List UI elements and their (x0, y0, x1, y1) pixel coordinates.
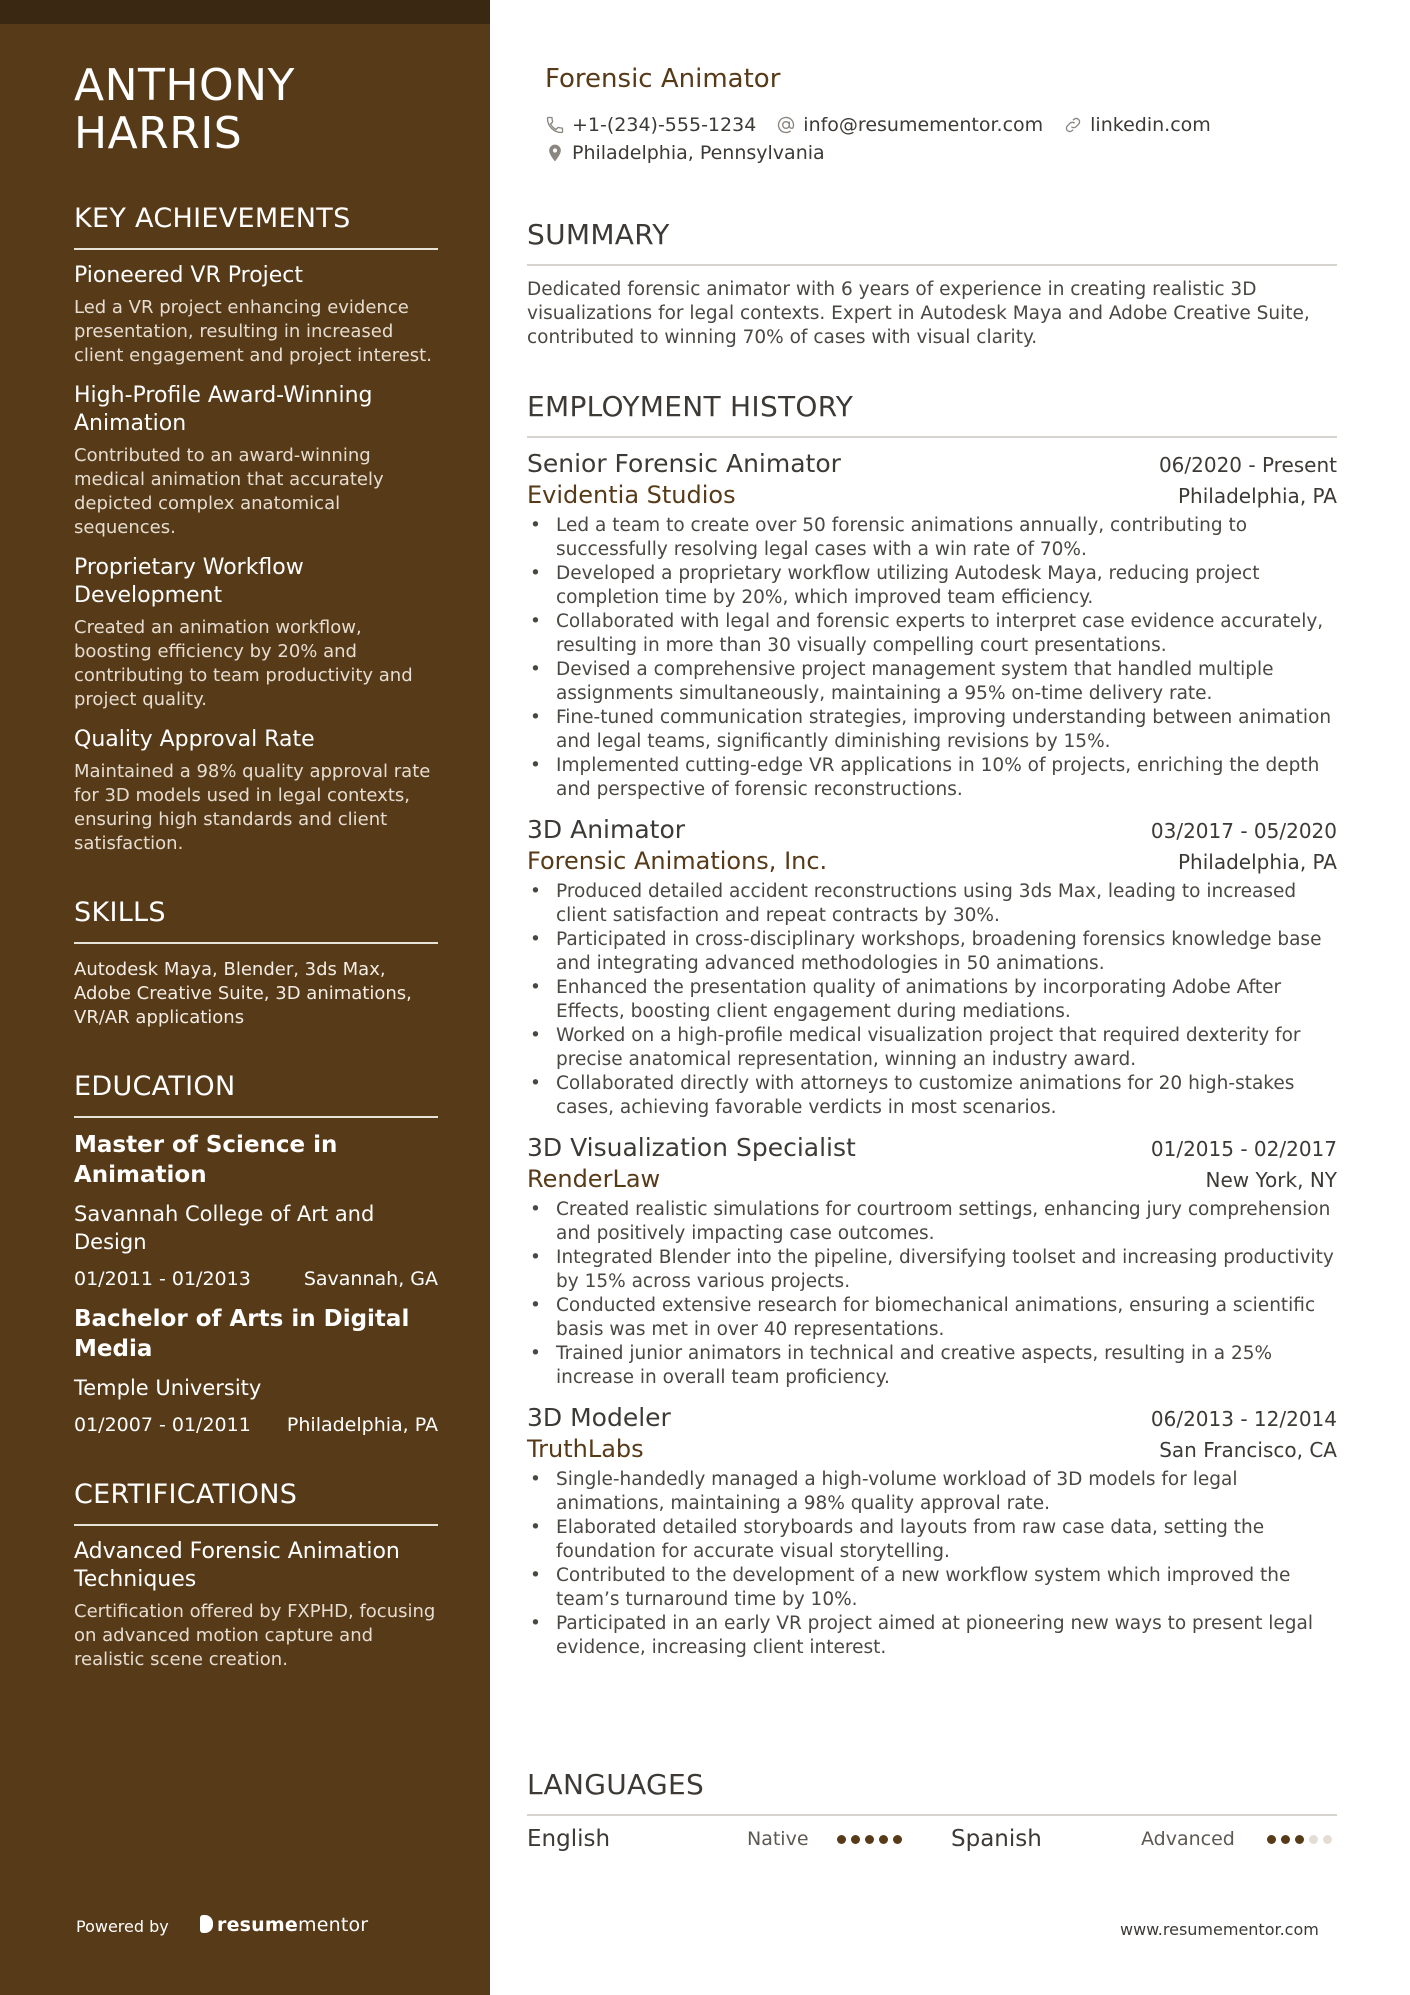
phone-text: +1-(234)-555-1234 (572, 114, 757, 136)
location-text: Philadelphia, Pennsylvania (572, 142, 825, 164)
bullet-item: • Collaborated with legal and forensic experts to interpret case evidence accurately, resulting in more than 30 visually compelling court presentations. (527, 610, 1337, 658)
achievement-desc: Contributed to an award-winning medical animation that accurately depicted complex anatomical sequences. (74, 445, 384, 538)
job-entry (527, 448, 1337, 802)
languages-title: LANGUAGES (527, 1768, 1337, 1816)
rating-dot-filled (865, 1835, 874, 1844)
education-location: Philadelphia, PA (286, 1414, 438, 1436)
language-level: Advanced (1141, 1828, 1235, 1850)
language-name: English (527, 1826, 611, 1852)
achievement-item (74, 726, 438, 856)
achievements-section (74, 202, 438, 856)
job-dates: 06/2020 - Present (1158, 453, 1337, 477)
bullet-item: • Contributed to the development of a new workflow system which improved the team’s turnaround time by 10%. (527, 1564, 1337, 1612)
bullet-item: • Devised a comprehensive project management system that handled multiple assignments simultaneously, maintaining a 95% on-time delivery rate. (527, 658, 1337, 706)
job-location: Philadelphia, PA (1177, 484, 1337, 508)
resumementor-logo[interactable] (200, 1914, 368, 1936)
summary-title: SUMMARY (527, 218, 1337, 266)
rating-dot-filled (893, 1835, 902, 1844)
bullet-item: • Produced detailed accident reconstructions using 3ds Max, leading to increased client satisfaction and repeat contracts by 30%. (527, 880, 1337, 928)
achievement-desc: Led a VR project enhancing evidence presentation, resulting in increased client engagement and project interest. (74, 297, 432, 366)
bullet-item: • Participated in an early VR project aimed at pioneering new ways to present legal evidence, increasing client interest. (527, 1612, 1337, 1660)
education-location: Savannah, GA (303, 1268, 438, 1290)
brand-light: mentor (297, 1914, 369, 1936)
language-name: Spanish (951, 1826, 1042, 1852)
job-location: Philadelphia, PA (1177, 850, 1337, 874)
job-bullets (527, 1468, 1337, 1660)
certification-title: Advanced Forensic Animation Techniques (74, 1539, 400, 1592)
bullet-item: • Collaborated directly with attorneys to customize animations for 20 high-stakes cases, achieving favorable verdicts in most scenarios. (527, 1072, 1337, 1120)
achievement-item (74, 554, 438, 712)
job-role: 3D Animator (527, 815, 686, 844)
rating-dot-empty (1309, 1835, 1318, 1844)
contact-email[interactable] (776, 114, 1043, 136)
job-company: Evidentia Studios (527, 481, 736, 509)
education-item (74, 1130, 438, 1292)
summary-text: Dedicated forensic animator with 6 years of experience in creating realistic 3D visualizations for legal contexts. Expert in Autodesk Maya and Adobe Creative Suite, contributed to winning 70% of cases with visual clarity. (527, 279, 1310, 348)
job-role: 3D Modeler (527, 1403, 671, 1432)
achievement-item (74, 262, 438, 368)
contact-block (545, 112, 1325, 168)
job-location: New York, NY (1205, 1168, 1337, 1192)
employment-section (527, 390, 1337, 1660)
language-rating (1267, 1835, 1337, 1844)
job-entry (527, 814, 1337, 1120)
education-dates: 01/2011 - 01/2013 (74, 1268, 251, 1290)
name-last: HARRIS (74, 108, 243, 159)
education-item (74, 1304, 438, 1438)
language-level: Native (747, 1828, 809, 1850)
education-school: Savannah College of Art and Design (74, 1202, 375, 1254)
bullet-item: • Single-handedly managed a high-volume workload of 3D models for legal animations, maintaining a 98% quality approval rate. (527, 1468, 1337, 1516)
education-school: Temple University (74, 1376, 262, 1400)
education-meta (74, 1266, 438, 1292)
certification-item (74, 1538, 438, 1672)
education-section (74, 1070, 438, 1438)
bullet-item: • Integrated Blender into the pipeline, diversifying toolset and increasing productivity by 15% across various projects. (527, 1246, 1337, 1294)
achievement-desc: Maintained a 98% quality approval rate for 3D models used in legal contexts, ensuring high standards and client satisfaction. (74, 761, 431, 854)
achievement-title: Proprietary Workflow Development (74, 555, 304, 608)
job-company: TruthLabs (527, 1435, 644, 1463)
sidebar (0, 0, 490, 1995)
powered-by-label: Powered by (76, 1917, 169, 1936)
bullet-item: • Worked on a high-profile medical visualization project that required dexterity for precise anatomical representation, winning an industry award. (527, 1024, 1337, 1072)
job-entry (527, 1402, 1337, 1660)
bullet-item: • Enhanced the presentation quality of animations by incorporating Adobe After Effects, boosting client engagement during mediations. (527, 976, 1337, 1024)
linkedin-text: linkedin.com (1090, 114, 1211, 136)
rating-dot-filled (837, 1835, 846, 1844)
summary-section (527, 218, 1337, 350)
education-meta (74, 1412, 438, 1438)
job-company: RenderLaw (527, 1165, 661, 1193)
achievement-desc: Created an animation workflow, boosting efficiency by 20% and contributing to team productivity and project quality. (74, 617, 413, 710)
certifications-title: CERTIFICATIONS (74, 1478, 438, 1526)
link-icon (1063, 115, 1083, 135)
name-first: ANTHONY (74, 60, 295, 111)
employment-title: EMPLOYMENT HISTORY (527, 390, 1337, 438)
bullet-item: • Trained junior animators in technical and creative aspects, resulting in a 25% increase in overall team proficiency. (527, 1342, 1337, 1390)
bullet-item: • Fine-tuned communication strategies, improving understanding between animation and legal teams, significantly diminishing revisions by 15%. (527, 706, 1337, 754)
job-role: Senior Forensic Animator (527, 449, 841, 478)
skills-title: SKILLS (74, 896, 438, 944)
contact-phone[interactable] (545, 114, 756, 136)
job-location: San Francisco, CA (1159, 1438, 1337, 1462)
rating-dot-filled (1267, 1835, 1276, 1844)
achievement-title: High-Profile Award-Winning Animation (74, 383, 373, 436)
rating-dot-filled (851, 1835, 860, 1844)
contact-linkedin[interactable] (1063, 114, 1211, 136)
achievement-title: Quality Approval Rate (74, 727, 315, 752)
brand-bold: resume (217, 1914, 298, 1936)
candidate-name (74, 62, 438, 158)
job-role: 3D Visualization Specialist (527, 1133, 856, 1162)
certification-desc: Certification offered by FXPHD, focusing on advanced motion capture and realistic scene creation. (74, 1601, 436, 1670)
job-entry (527, 1132, 1337, 1390)
resumementor-logo-icon (200, 1915, 213, 1933)
job-bullets (527, 514, 1337, 802)
bullet-item: • Implemented cutting-edge VR applications in 10% of projects, enriching the depth and perspective of forensic reconstructions. (527, 754, 1337, 802)
bullet-item: • Developed a proprietary workflow utilizing Autodesk Maya, reducing project completion time by 20%, which improved team efficiency. (527, 562, 1337, 610)
rating-dot-filled (879, 1835, 888, 1844)
bullet-item: • Created realistic simulations for courtroom settings, enhancing jury comprehension and positively impacting case outcomes. (527, 1198, 1337, 1246)
bullet-item: • Participated in cross-disciplinary workshops, broadening forensics knowledge base and integrating advanced methodologies in 50 animations. (527, 928, 1337, 976)
certifications-section (74, 1478, 438, 1672)
education-dates: 01/2007 - 01/2011 (74, 1414, 251, 1436)
languages-row (527, 1826, 1337, 1852)
headline: Forensic Animator (545, 64, 781, 94)
job-bullets (527, 1198, 1337, 1390)
at-sign-icon (776, 115, 796, 135)
job-dates: 01/2015 - 02/2017 (1150, 1137, 1337, 1161)
job-dates: 03/2017 - 05/2020 (1150, 819, 1337, 843)
location-pin-icon (545, 143, 565, 163)
achievements-title: KEY ACHIEVEMENTS (74, 202, 438, 250)
rating-dot-filled (1295, 1835, 1304, 1844)
rating-dot-filled (1281, 1835, 1290, 1844)
sidebar-top-band (0, 0, 490, 24)
email-text: info@resumementor.com (803, 114, 1044, 136)
language-rating (837, 1835, 951, 1844)
achievement-title: Pioneered VR Project (74, 263, 304, 288)
education-degree: Master of Science in Animation (74, 1132, 338, 1188)
education-degree: Bachelor of Arts in Digital Media (74, 1306, 410, 1362)
achievement-item (74, 382, 438, 540)
contact-location (545, 142, 825, 164)
job-bullets (527, 880, 1337, 1120)
skills-section (74, 896, 438, 1030)
bullet-item: • Led a team to create over 50 forensic animations annually, contributing to successfully resolving legal cases with a win rate of 70%. (527, 514, 1337, 562)
education-title: EDUCATION (74, 1070, 438, 1118)
phone-icon (545, 115, 565, 135)
job-company: Forensic Animations, Inc. (527, 847, 828, 875)
bullet-item: • Elaborated detailed storyboards and layouts from raw case data, setting the foundation for accurate visual storytelling. (527, 1516, 1337, 1564)
languages-section (527, 1768, 1337, 1852)
bullet-item: • Conducted extensive research for biomechanical animations, ensuring a scientific basis was met in over 40 representations. (527, 1294, 1337, 1342)
footer-url[interactable]: www.resumementor.com (1120, 1920, 1319, 1939)
skills-list: Autodesk Maya, Blender, 3ds Max, Adobe Creative Suite, 3D animations, VR/AR applications (74, 959, 412, 1028)
job-dates: 06/2013 - 12/2014 (1150, 1407, 1337, 1431)
rating-dot-empty (1323, 1835, 1332, 1844)
